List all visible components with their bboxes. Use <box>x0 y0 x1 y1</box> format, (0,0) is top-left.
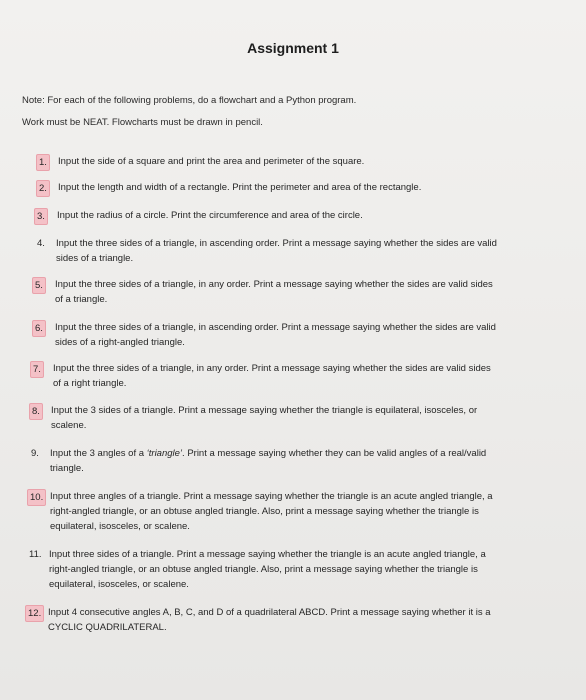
problem-number: 6. <box>32 320 46 337</box>
problem-text: Input the radius of a circle. Print the circumference and area of the circle. <box>57 210 363 221</box>
problem-number: 11. <box>29 549 42 560</box>
problem-text: Input 4 consecutive angles A, B, C, and D of a quadrilateral ABCD. Print a message saying whether it is a CYCLIC QUADRILATERAL. <box>48 607 491 633</box>
problem-text: Input three sides of a triangle. Print a message saying whether the triangle is an acute angled triangle, a right-angled triangle, or an obtuse angled triangle. Also, print a message saying whether the triangle is equilateral, isosceles, or scalene. <box>49 549 486 590</box>
problem-text: Input the three sides of a triangle, in ascending order. Print a message saying whether the sides are valid sides of a right-angled triangle. <box>55 322 496 348</box>
page-title: Assignment 1 <box>247 40 339 56</box>
problem-text: Input the three sides of a triangle, in any order. Print a message saying whether the sides are valid sides of a triangle. <box>55 279 493 305</box>
problem-number: 4. <box>37 238 45 249</box>
note-line-2: Work must be NEAT. Flowcharts must be drawn in pencil. <box>22 117 263 128</box>
problem-text: Input the 3 sides of a triangle. Print a message saying whether the triangle is equilateral, isosceles, or scalene. <box>51 405 478 431</box>
problem-number: 5. <box>32 277 46 294</box>
problem-text: Input the 3 angles of a ‘triangle’. Print a message saying whether they can be valid angles of a real/valid triangle. <box>50 448 487 474</box>
problem-number: 3. <box>34 208 48 225</box>
problem-number: 7. <box>30 361 44 378</box>
problem-text: Input the side of a square and print the area and perimeter of the square. <box>58 156 365 167</box>
problem-number: 8. <box>29 403 43 420</box>
problem-number: 12. <box>25 605 44 622</box>
problem-text: Input the three sides of a triangle, in any order. Print a message saying whether the sides are valid sides of a right triangle. <box>53 363 491 389</box>
problem-text: Input the three sides of a triangle, in ascending order. Print a message saying whether the sides are valid sides of a triangle. <box>56 238 497 264</box>
problem-number: 10. <box>27 489 46 506</box>
note-line-1: Note: For each of the following problems, do a flowchart and a Python program. <box>22 95 357 106</box>
problem-number: 2. <box>36 180 50 197</box>
problem-number: 9. <box>31 448 39 459</box>
problem-number: 1. <box>36 154 50 171</box>
problem-text: Input three angles of a triangle. Print a message saying whether the triangle is an acute angled triangle, a right-angled triangle, or an obtuse angled triangle. Also, print a message saying whether the triangle is equilateral, isosceles, or scalene. <box>50 491 493 532</box>
problem-text: Input the length and width of a rectangle. Print the perimeter and area of the rectangle. <box>58 182 422 193</box>
